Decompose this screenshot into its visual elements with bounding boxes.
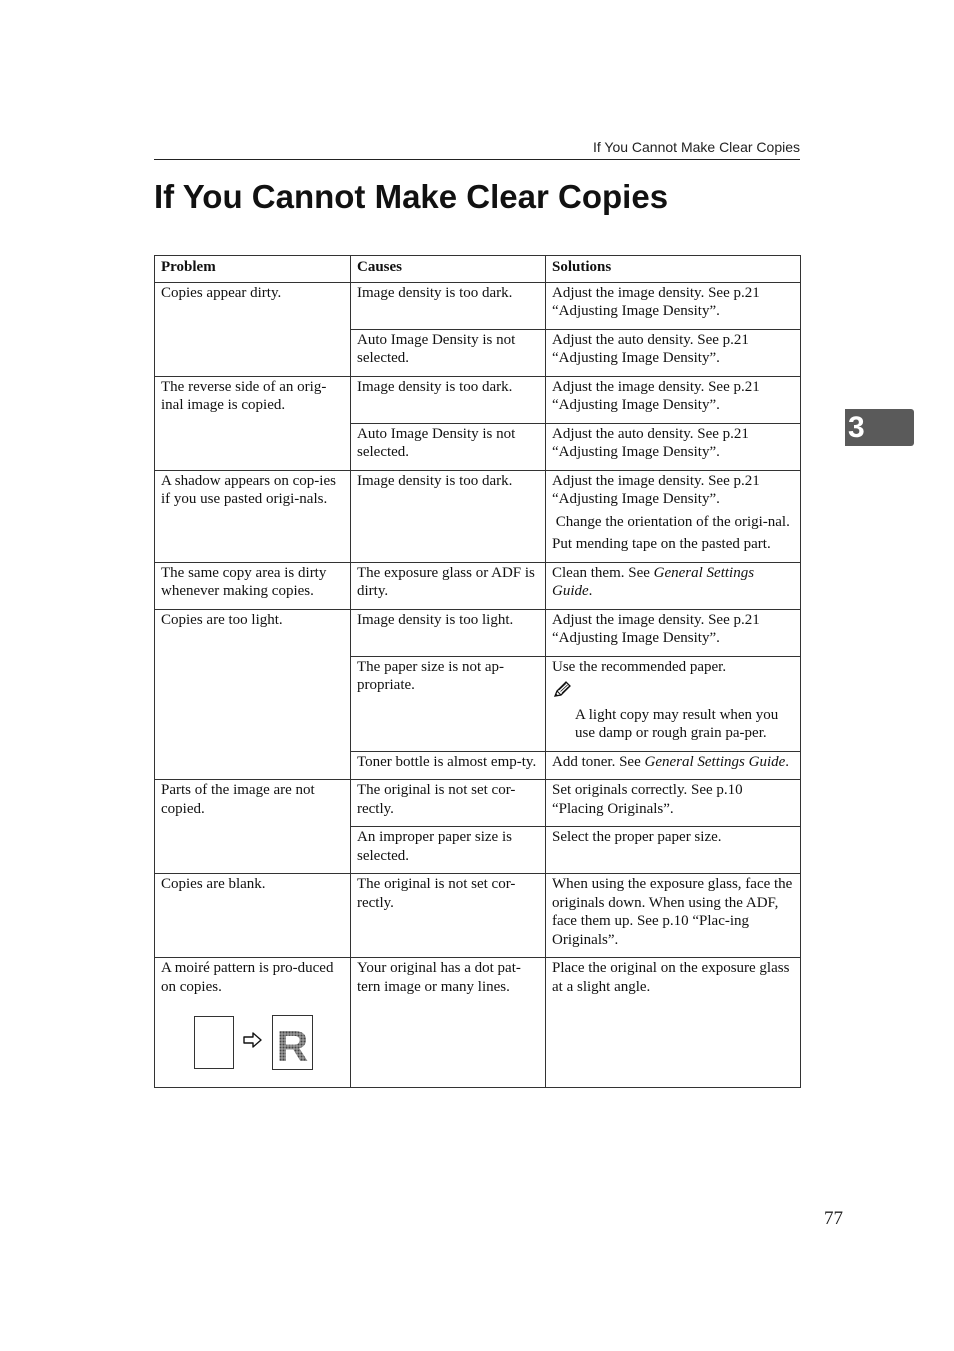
solution-cell <box>546 329 801 376</box>
solution-text-end: . <box>785 753 790 770</box>
problem-cell: Copies appear dirty. <box>155 282 351 376</box>
header-causes: Causes <box>351 256 546 283</box>
solution-text: Set originals correctly. See p.10 “Placing Originals”. <box>552 782 743 817</box>
solution-text: When using the exposure glass, face the originals down. When using the ADF, face them up. See p.10 “Plac-ing Originals”. <box>552 876 793 948</box>
cause-cell: Image density is too dark. <box>351 282 546 329</box>
moire-letter: R <box>276 1022 309 1069</box>
solution-text: Adjust the image density. See p.21 “Adjusting Image Density”. <box>552 284 760 319</box>
cause-cell: Auto Image Density is not selected. <box>351 329 546 376</box>
solution-cell <box>546 780 801 827</box>
cause-cell: An improper paper size is selected. <box>351 827 546 874</box>
table-row <box>155 780 801 827</box>
table-row <box>155 958 801 1088</box>
solution-text: Select the proper paper size. <box>552 829 722 845</box>
table-row <box>155 562 801 609</box>
cause-cell: Image density is too light. <box>351 609 546 656</box>
cause-cell: Toner bottle is almost emp-ty. <box>351 751 546 780</box>
chapter-tab: 3 <box>845 409 914 446</box>
table-row <box>155 609 801 656</box>
solution-text: Clean them. See <box>552 564 654 581</box>
solution-text: Place the original on the exposure glass at a slight angle. <box>552 960 790 995</box>
cause-cell: The original is not set cor-rectly. <box>351 780 546 827</box>
table-row <box>155 874 801 958</box>
solution-text: Adjust the image density. See p.21 “Adjusting Image Density”. <box>552 472 760 507</box>
guide-reference: General Settings Guide <box>552 564 755 599</box>
problem-cell: A shadow appears on cop-ies if you use pasted origi-nals. <box>155 470 351 562</box>
table-row <box>155 376 801 423</box>
problem-cell: The same copy area is dirty whenever making copies. <box>155 562 351 609</box>
table-row <box>155 470 801 562</box>
solution-cell <box>546 376 801 423</box>
solution-text: Add toner. See <box>552 753 645 770</box>
cause-cell: The paper size is not ap-propriate. <box>351 656 546 751</box>
table-row <box>155 282 801 329</box>
solution-cell <box>546 470 801 562</box>
problem-cell: Copies are too light. <box>155 609 351 780</box>
solution-cell <box>546 874 801 958</box>
page-title: If You Cannot Make Clear Copies <box>154 178 669 215</box>
cause-cell: Image density is too dark. <box>351 470 546 562</box>
cause-cell: Your original has a dot pat-tern image or many lines. <box>351 958 546 1088</box>
solution-cell <box>546 827 801 874</box>
cause-cell: The original is not set cor-rectly. <box>351 874 546 958</box>
arrow-right-icon <box>243 1032 263 1054</box>
solution-text: Put mending tape on the pasted part. <box>552 536 771 552</box>
solution-text: Use the recommended paper. <box>552 658 727 675</box>
solution-cell <box>546 562 801 609</box>
moire-copy-illustration <box>272 1015 313 1070</box>
solution-text-end: . <box>588 583 593 599</box>
problem-cell <box>155 958 351 1088</box>
problem-text: A moiré pattern is pro-duced on copies. <box>161 960 334 995</box>
solution-text: Adjust the image density. See p.21 “Adjusting Image Density”. <box>552 378 760 413</box>
running-header: If You Cannot Make Clear Copies <box>592 139 800 155</box>
table-header-row <box>155 256 801 283</box>
solution-cell <box>546 609 801 656</box>
note-text: A light copy may result when you use damp or rough grain pa-per. <box>575 706 779 741</box>
header-problem: Problem <box>155 256 351 283</box>
header-rule <box>154 159 800 160</box>
original-blank-illustration <box>194 1016 234 1069</box>
solution-text: Adjust the auto density. See p.21 “Adjusting Image Density”. <box>552 331 749 366</box>
solution-cell <box>546 751 801 780</box>
solution-cell <box>546 656 801 751</box>
guide-reference: General Settings Guide <box>644 753 786 770</box>
moire-illustration <box>194 1015 345 1070</box>
problem-cell: Parts of the image are not copied. <box>155 780 351 874</box>
header-solutions: Solutions <box>546 256 801 283</box>
cause-cell: Image density is too dark. <box>351 376 546 423</box>
problem-cell: Copies are blank. <box>155 874 351 958</box>
solution-cell <box>546 423 801 470</box>
cause-cell: Auto Image Density is not selected. <box>351 423 546 470</box>
note-pencil-icon <box>553 680 795 704</box>
cause-cell: The exposure glass or ADF is dirty. <box>351 562 546 609</box>
page-number: 77 <box>824 1208 843 1229</box>
solution-text: Adjust the auto density. See p.21 “Adjusting Image Density”. <box>552 425 749 460</box>
solution-text: Change the orientation of the origi-nal. <box>552 513 790 530</box>
troubleshooting-table <box>154 255 801 1088</box>
solution-cell <box>546 282 801 329</box>
problem-cell: The reverse side of an orig-inal image is copied. <box>155 376 351 470</box>
solution-cell <box>546 958 801 1088</box>
solution-text: Adjust the image density. See p.21 “Adjusting Image Density”. <box>552 611 760 646</box>
